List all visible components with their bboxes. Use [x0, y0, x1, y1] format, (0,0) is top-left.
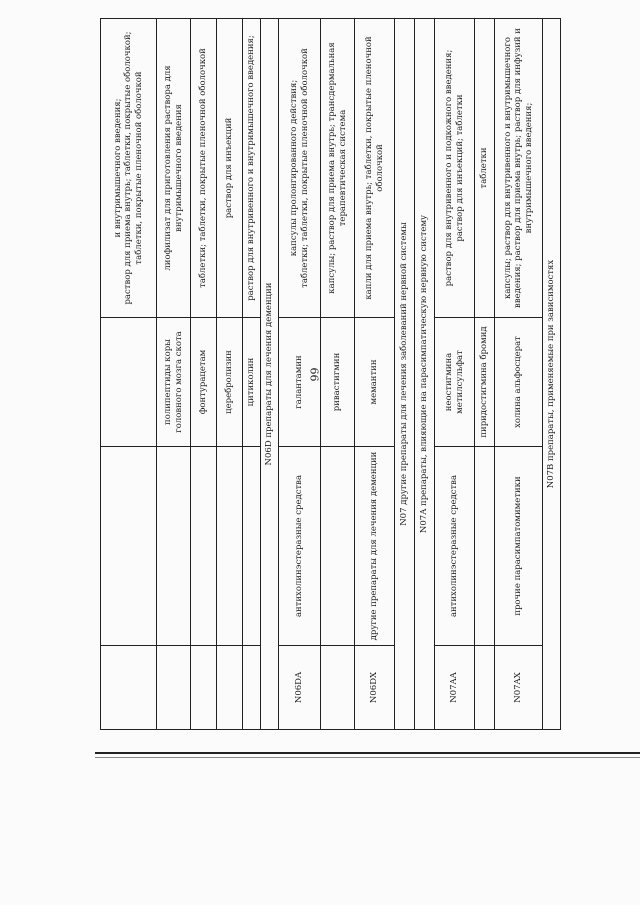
table-row — [495, 19, 543, 730]
drug-cell — [101, 318, 157, 447]
table-row — [321, 19, 355, 730]
table-row — [475, 19, 495, 730]
code-cell — [321, 646, 355, 730]
drug-cell: холина альфосцерат — [495, 318, 543, 447]
form-cell: капсулы пролонгированного действия; таблетки; таблетки, покрытые пленочной оболочкой — [279, 19, 321, 318]
group-cell — [191, 447, 217, 646]
section-row — [415, 19, 435, 730]
table-row — [355, 19, 395, 730]
table-row — [157, 19, 191, 730]
code-cell — [157, 646, 191, 730]
form-cell: капсулы; раствор для приема внутрь; трансдермальная терапевтическая система — [321, 19, 355, 318]
page-number: 66 — [307, 367, 321, 382]
form-cell: раствор для внутривенного и внутримышечного введения; — [243, 19, 261, 318]
scan-edge-line-2 — [95, 757, 640, 758]
group-cell: другие препараты для лечения деменции — [355, 447, 395, 646]
form-cell: раствор для внутривенного и подкожного введения; раствор для инъекций; таблетки — [435, 19, 475, 318]
group-cell — [101, 447, 157, 646]
form-cell: таблетки — [475, 19, 495, 318]
table-row — [435, 19, 475, 730]
section-row — [395, 19, 415, 730]
section-label: N07 другие препараты для лечения заболеваний нервной системы — [395, 19, 415, 730]
table-row — [191, 19, 217, 730]
group-cell — [157, 447, 191, 646]
scan-edge-line — [95, 752, 640, 754]
drug-cell: неостигмина метилсульфат — [435, 318, 475, 447]
section-row — [543, 19, 561, 730]
code-cell — [217, 646, 243, 730]
drug-table — [100, 18, 561, 730]
document-table-area — [100, 18, 557, 730]
group-cell — [243, 447, 261, 646]
code-cell — [243, 646, 261, 730]
drug-cell: полипептиды коры головного мозга скота — [157, 318, 191, 447]
code-cell — [101, 646, 157, 730]
group-cell — [475, 447, 495, 646]
table-row — [243, 19, 261, 730]
drug-cell: церебролизин — [217, 318, 243, 447]
section-row — [261, 19, 279, 730]
code-cell: N07AX — [495, 646, 543, 730]
form-cell: лиофилизат для приготовления раствора для внутримышечного введения — [157, 19, 191, 318]
code-cell — [191, 646, 217, 730]
drug-table-body — [101, 19, 561, 730]
section-label: N07A препараты, влияющие на парасимпатическую нервную систему — [415, 19, 435, 730]
form-cell: и внутримышечного введения; раствор для приема внутрь; таблетки, покрытые оболочкой; таблетки, покрытые пленочной оболочкой — [101, 19, 157, 318]
drug-cell: мемантин — [355, 318, 395, 447]
group-cell — [217, 447, 243, 646]
code-cell — [475, 646, 495, 730]
form-cell: капли для приема внутрь; таблетки, покрытые пленочной оболочкой — [355, 19, 395, 318]
section-label: N06D препараты для лечения деменции — [261, 19, 279, 730]
drug-cell: ривастигмин — [321, 318, 355, 447]
form-cell: капсулы; раствор для внутривенного и внутримышечного введения; раствор для приема внутрь; раствор для инфузий и внутримышечного введения; — [495, 19, 543, 318]
group-cell: антихолинэстеразные средства — [435, 447, 475, 646]
drug-cell: пиридостигмина бромид — [475, 318, 495, 447]
table-row — [217, 19, 243, 730]
drug-cell: цитиколин — [243, 318, 261, 447]
form-cell: раствор для инъекций — [217, 19, 243, 318]
group-cell: антихолинэстеразные средства — [279, 447, 321, 646]
table-row — [279, 19, 321, 730]
code-cell: N06DA — [279, 646, 321, 730]
code-cell: N06DX — [355, 646, 395, 730]
drug-cell: фонтурацетам — [191, 318, 217, 447]
section-label: N07B препараты, применяемые при зависимостях — [543, 19, 561, 730]
drug-cell: галантамин — [279, 318, 321, 447]
code-cell: N07AA — [435, 646, 475, 730]
table-row — [101, 19, 157, 730]
form-cell: таблетки; таблетки, покрытые пленочной оболочкой — [191, 19, 217, 318]
group-cell: прочие парасимпатомиметики — [495, 447, 543, 646]
rotated-table — [100, 18, 557, 730]
group-cell — [321, 447, 355, 646]
